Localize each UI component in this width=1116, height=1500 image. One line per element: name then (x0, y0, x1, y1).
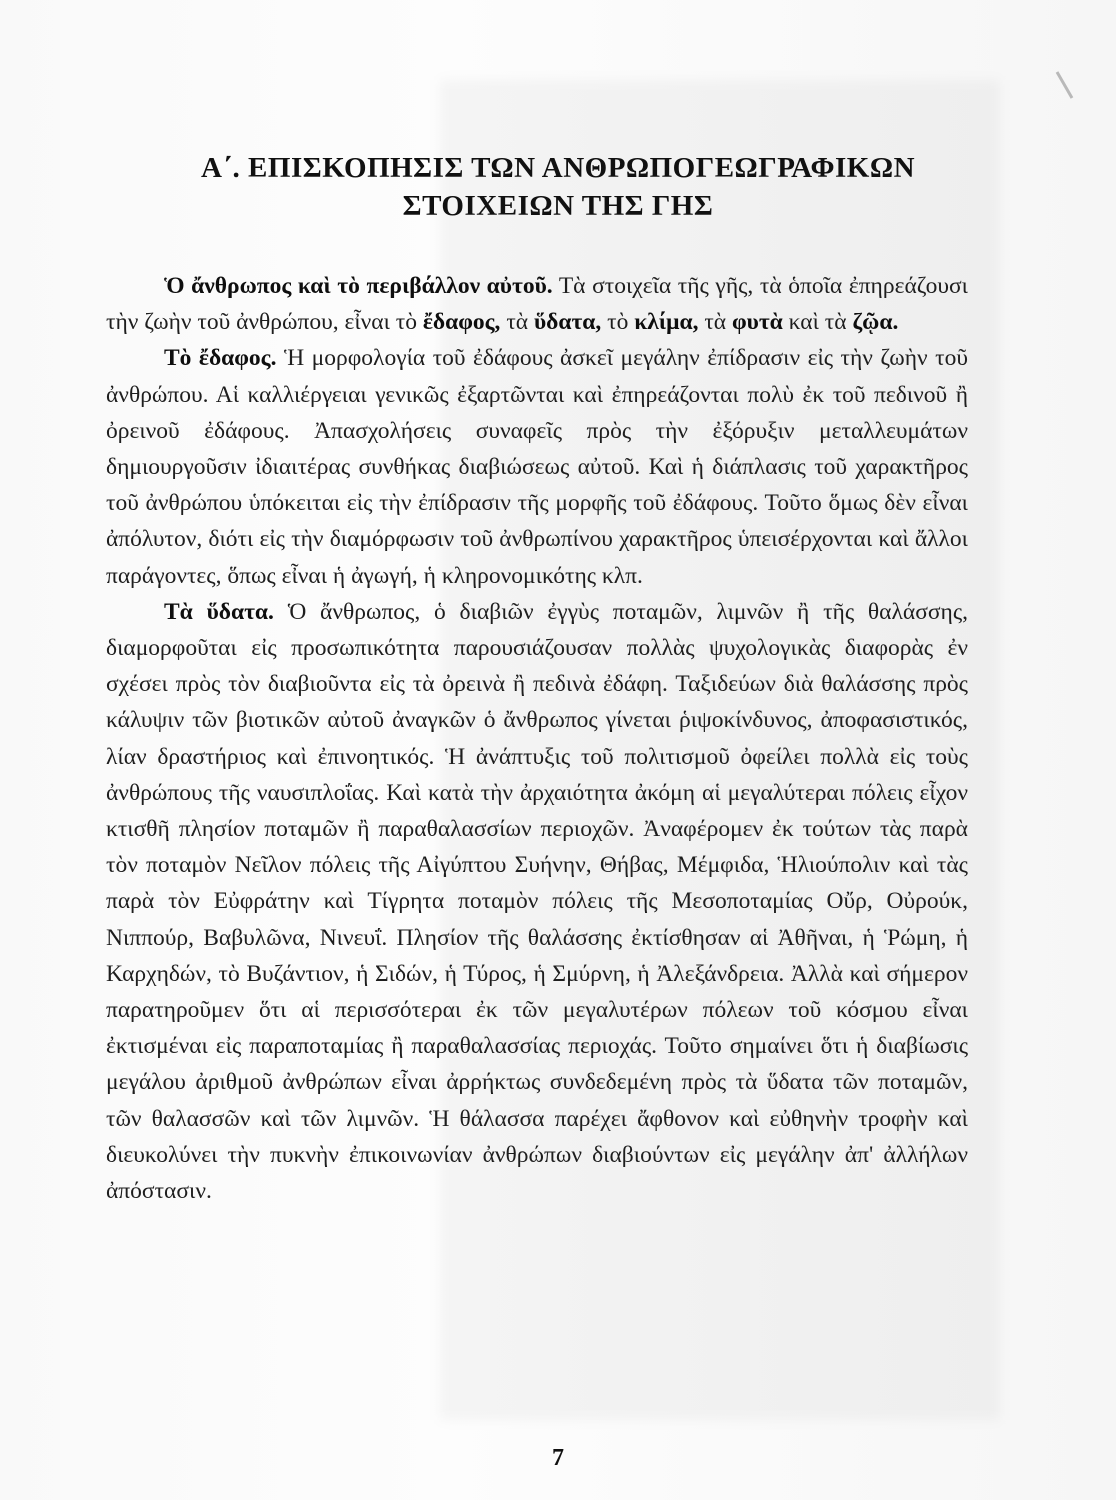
text-run: Τὰ στοιχεῖα τῆς γῆς, τὰ ὁποῖα ἐπηρεάζουσι τὴν ζωὴν τοῦ ἀνθρώπου, εἶναι τὸ (106, 273, 968, 336)
scan-mark (1056, 71, 1074, 98)
chapter-title-line-2: ΣΤΟΙΧΕΙΩΝ ΤΗΣ ΓΗΣ (402, 190, 714, 222)
keyword: κλίμα, (634, 309, 699, 336)
text-run: Ὁ ἄνθρωπος, ὁ διαβιῶν ἐγγὺς ποταμῶν, λιμνῶν ἢ τῆς θαλάσσης, διαμορφοῦται εἰς προσωπικότητα παρουσιάζουσαν πολλὰς ψυχολογικὰς διαφορὰς ἐν σχέσει πρὸς τὸν διαβιοῦντα εἰς τὰ ὀρεινὰ ἢ πεδινὰ ἐδάφη. Ταξιδεύων διὰ θαλάσσης πρὸς κάλυψιν τῶν βιοτικῶν αὐτοῦ ἀναγκῶν ὁ ἄνθρωπος γίνεται ῥιψοκίνδυνος, ἀποφασιστικός, λίαν δραστήριος καὶ ἐπινοητικός. Ἡ ἀνάπτυξις τοῦ πολιτισμοῦ ὀφείλει πολλὰ εἰς τοὺς ἀνθρώπους τῆς ναυσιπλοΐας. Καὶ κατὰ τὴν ἀρχαιότητα ἀκόμη αἱ μεγαλύτεραι πόλεις εἶχον κτισθῆ πλησίον ποταμῶν ἢ παραθαλασσίων περιοχῶν. Ἀναφέρομεν ἐκ τούτων τὰς παρὰ τὸν ποταμὸν Νεῖλον πόλεις τῆς Αἰγύπτου Συήνην, Θήβας, Μέμφιδα, Ἡλιούπολιν καὶ τὰς παρὰ τὸν Εὐφράτην καὶ Τίγρητα ποταμὸν πόλεις τῆς Μεσοποταμίας Οὔρ, Οὐρούκ, Νιππούρ, Βαβυλῶνα, Νινευΐ. Πλησίον τῆς θαλάσσης ἐκτίσθησαν αἱ Ἀθῆναι, ἡ Ῥώμη, ἡ Καρχηδών, τὸ Βυζάντιον, ἡ Σιδών, ἡ Τύρος, ἡ Σμύρνη, ἡ Ἀλεξάνδρεια. Ἀλλὰ καὶ σήμερον παρατηροῦμεν ὅτι αἱ περισσότεραι ἐκ τῶν μεγαλυτέρων πόλεων τοῦ κόσμου εἶναι ἐκτισμέναι εἰς παραποταμίας ἢ παραθαλασσίας περιοχάς. Τοῦτο σημαίνει ὅτι ἡ διαβίωσις μεγάλου ἀριθμοῦ ἀνθρώπων εἶναι ἀρρήκτως συνδεδεμένη πρὸς τὰ ὕδατα τῶν ποταμῶν, τῶν θαλασσῶν καὶ τῶν λιμνῶν. Ἡ θάλασσα παρέχει ἄφθονον καὶ εὐθηνὴν τροφὴν καὶ διευκολύνει τὴν πυκνὴν ἐπικοινωνίαν ἀνθρώπων διαβιούντων εἰς μεγάλην ἀπ' ἀλλήλων ἀπόστασιν. (106, 598, 968, 1205)
paragraph-soil (106, 340, 968, 593)
text-run: τὰ (500, 309, 534, 336)
keyword: ζῷα. (852, 309, 899, 336)
text-run: Ἡ μορφολογία τοῦ ἐδάφους ἀσκεῖ μεγάλην ἐπίδρασιν εἰς τὴν ζωὴν τοῦ ἀνθρώπου. Αἱ καλλιέργειαι γενικῶς ἐξαρτῶνται καὶ ἐπηρεάζονται πολὺ ἐκ τοῦ πεδινοῦ ἢ ὀρεινοῦ ἐδάφους. Ἀπασχολήσεις συναφεῖς πρὸς τὴν ἐξόρυξιν μεταλλευμάτων δημιουργοῦσιν ἰδιαιτέρας συνθήκας διαβιώσεως αὐτοῦ. Καὶ ἡ διάπλασις τοῦ χαρακτῆρος τοῦ ἀνθρώπου ὑπόκειται εἰς τὴν ἐπίδρασιν τῆς μορφῆς τοῦ ἐδάφους. Τοῦτο ὅμως δὲν εἶναι ἀπόλυτον, διότι εἰς τὴν διαμόρφωσιν τοῦ ἀνθρωπίνου χαρακτῆρος ὑπεισέρχονται καὶ ἄλλοι παράγοντες, ὅπως εἶναι ἡ ἀγωγή, ἡ κληρονομικότης κλπ. (106, 345, 968, 589)
paragraph-waters (106, 594, 968, 1209)
text-run: καὶ τὰ (782, 309, 853, 336)
section-heading: Τὸ ἔδαφος. (164, 345, 277, 372)
section-heading: Τὰ ὕδατα. (164, 598, 274, 625)
text-run: τὰ (698, 309, 732, 336)
page-number: 7 (552, 1445, 564, 1471)
paragraph-intro (106, 268, 968, 340)
keyword: φυτὰ (731, 309, 783, 336)
body-text (106, 268, 968, 1209)
text-run: τὸ (601, 309, 635, 336)
keyword: ὕδατα, (533, 309, 602, 336)
section-heading: Ὁ ἄνθρωπος καὶ τὸ περιβάλλον αὐτοῦ. (164, 273, 553, 299)
chapter-title-line-1: Α΄. ΕΠΙΣΚΟΠΗΣΙΣ ΤΩΝ ΑΝΘΡΩΠΟΓΕΩΓΡΑΦΙΚΩΝ (200, 152, 916, 184)
keyword: ἔδαφος, (422, 309, 501, 336)
